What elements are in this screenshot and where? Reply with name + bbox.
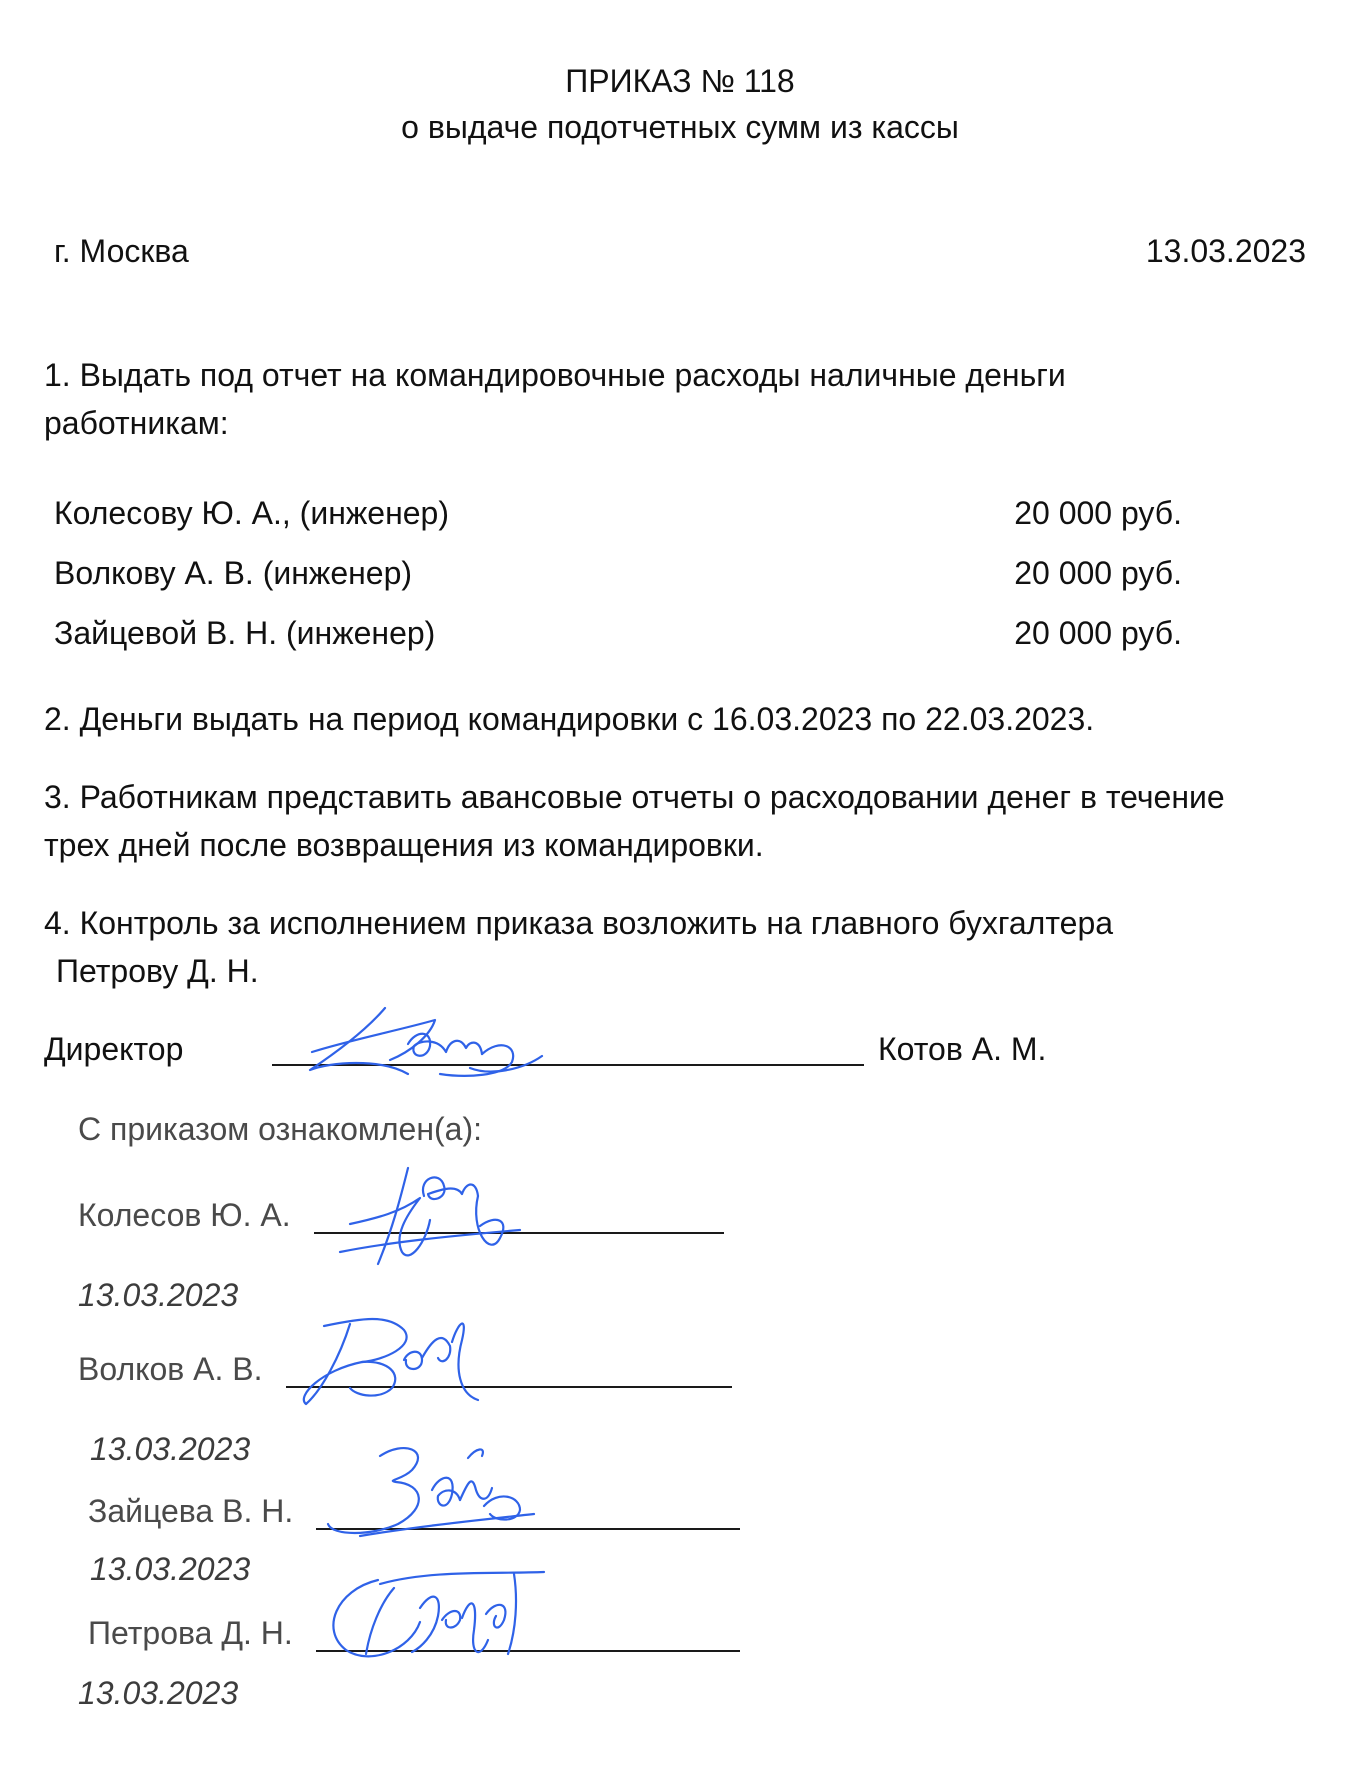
signer-name: Зайцева В. Н. [88,1493,294,1529]
order-date: 13.03.2023 [1145,233,1306,269]
director-title: Директор [44,1031,184,1067]
signer-date: 13.03.2023 [90,1431,251,1467]
item-2: 2. Деньги выдать на период командировки с 16.03.2023 по 22.03.2023. [44,701,1095,737]
employee-amount: 20 000 руб. [1014,615,1182,651]
item-1-line-2: работникам: [44,405,229,441]
employee-name: Зайцевой В. Н. (инженер) [54,615,436,651]
item-4-line-1: 4. Контроль за исполнением приказа возложить на главного бухгалтера [44,905,1114,941]
item-3-line-1: 3. Работникам представить авансовые отчеты о расходовании денег в течение [44,779,1225,815]
signer-date: 13.03.2023 [90,1551,251,1587]
signer-name: Петрова Д. Н. [88,1615,293,1651]
acknowledgement-heading: С приказом ознакомлен(а): [78,1111,483,1147]
document-subtitle: о выдаче подотчетных сумм из кассы [401,109,959,145]
signer-signature [320,1160,540,1275]
employee-name: Колесову Ю. А., (инженер) [54,495,449,531]
item-4-line-2: Петрову Д. Н. [56,953,259,989]
document-title: ПРИКАЗ № 118 [565,63,795,99]
director-name: Котов А. М. [878,1031,1047,1067]
signer-name: Колесов Ю. А. [78,1197,291,1233]
employee-name: Волкову А. В. (инженер) [54,555,413,591]
director-signature [290,1000,550,1090]
signer-signature [320,1560,550,1672]
employee-amount: 20 000 руб. [1014,555,1182,591]
employee-amount: 20 000 руб. [1014,495,1182,531]
signer-date: 13.03.2023 [78,1277,239,1313]
signer-date: 13.03.2023 [78,1675,239,1711]
item-1-line-1: 1. Выдать под отчет на командировочные расходы наличные деньги [44,357,1066,393]
signer-signature [320,1440,540,1552]
place: г. Москва [54,233,189,269]
signer-signature [292,1300,532,1412]
item-3-line-2: трех дней после возвращения из командировки. [44,827,764,863]
signer-name: Волков А. В. [78,1351,263,1387]
